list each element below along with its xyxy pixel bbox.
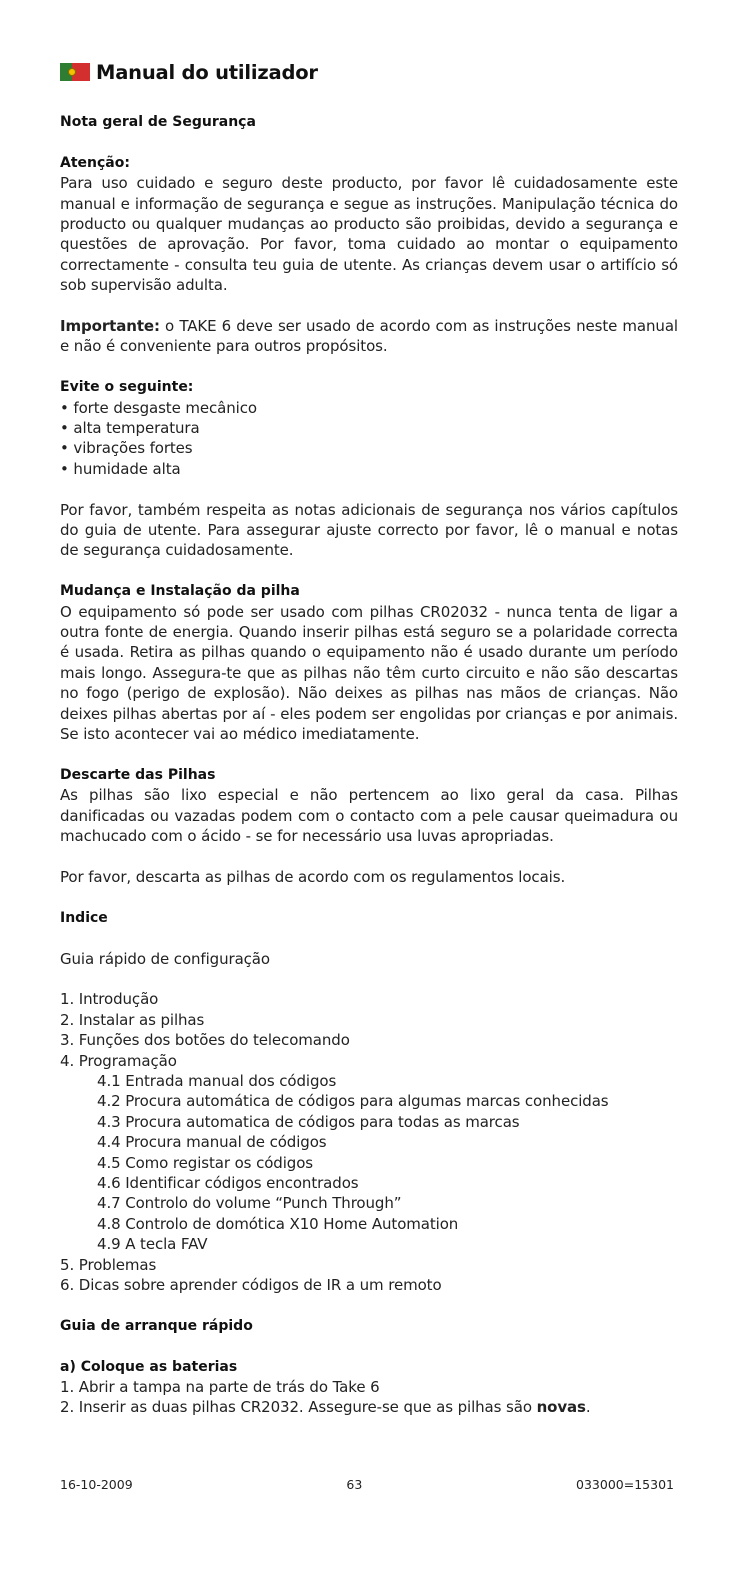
- battery-heading: Mudança e Instalação da pilha: [60, 583, 300, 600]
- index-subitem: 4.1 Entrada manual dos códigos: [97, 1071, 337, 1090]
- index-item: 5. Problemas: [60, 1255, 157, 1274]
- index-subitem: 4.4 Procura manual de códigos: [97, 1133, 327, 1152]
- safety-heading: Nota geral de Segurança: [60, 114, 256, 130]
- batteries-subheading: a) Coloque as baterias: [60, 1358, 238, 1375]
- disposal-note: Por favor, descarta as pilhas de acordo com os regulamentos locais.: [60, 867, 566, 886]
- page-footer: [60, 1477, 674, 1492]
- index-subitem: 4.8 Controlo de domótica X10 Home Automation: [97, 1214, 459, 1233]
- avoid-heading: Evite o seguinte:: [60, 379, 194, 396]
- index-item: 6. Dicas sobre aprender códigos de IR a um remoto: [60, 1276, 442, 1294]
- attention-heading: Atenção:: [60, 154, 130, 171]
- battery-paragraph: O equipamento só pode ser usado com pilhas CR02032 - nunca tenta de ligar a outra fonte de energia. Quando inserir pilhas está seguro se a polaridade correcta é usada. Retira as pilhas quando o equipamento não é usado durante um período mais longo. Assegura-te que as pilhas não têm curto circuito e não são descartas no fogo (perigo de explosão). Não deixes as pilhas nas mãos de crianças. Não deixes pilhas abertas por aí - eles podem ser engolidas por crianças e por animais. Se isto acontecer vai ao médico imediatamente.: [60, 602, 678, 744]
- attention-paragraph: Para uso cuidado e seguro deste producto, por favor lê cuidadosamente este manual e informação de segurança e segue as instruções. Manipulação técnica do producto ou qualquer mudanças ao producto são proibidas, devido a segurança e questões de aprovação. Por favor, toma cuidado ao montar o equipamento correctamente - consulta teu guia de utente. As crianças devem usar o artifício só sob supervisão adulta.: [60, 174, 678, 295]
- footer-code: 033000=15301: [576, 1477, 674, 1492]
- index-item: 2. Instalar as pilhas: [60, 1010, 205, 1029]
- list-item: • forte desgaste mecânico: [60, 398, 257, 417]
- index-subitem: 4.9 A tecla FAV: [97, 1235, 208, 1254]
- index-item: 4. Programação: [60, 1051, 177, 1070]
- index-subitem: 4.2 Procura automática de códigos para algumas marcas conhecidas: [97, 1092, 609, 1111]
- notes-paragraph: Por favor, também respeita as notas adicionais de segurança nos vários capítulos do guia de utente. Para assegurar ajuste correcto por favor, lê o manual e notas de segurança cuidadosamente.: [60, 500, 678, 560]
- quick-guide-link: Guia rápido de configuração: [60, 949, 270, 968]
- document-page: [60, 58, 678, 1418]
- important-label: Importante:: [60, 317, 160, 336]
- footer-date: 16-10-2009: [60, 1477, 133, 1492]
- step2-bold: novas: [536, 1398, 586, 1417]
- index-subitem: 4.3 Procura automatica de códigos para todas as marcas: [97, 1112, 520, 1131]
- index-heading: Indice: [60, 909, 108, 926]
- index-subitem: 4.6 Identificar códigos encontrados: [97, 1173, 359, 1192]
- index-item: 3. Funções dos botões do telecomando: [60, 1031, 350, 1050]
- list-item: • alta temperatura: [60, 419, 200, 438]
- quick-start-heading: Guia de arranque rápido: [60, 1317, 253, 1334]
- portugal-flag-icon: [60, 63, 90, 81]
- important-text: o TAKE 6 deve ser usado de acordo com as instruções neste manual e não é conveniente para outros propósitos.: [60, 317, 678, 356]
- list-item: • vibrações fortes: [60, 439, 193, 458]
- step-item: 1. Abrir a tampa na parte de trás do Take 6: [60, 1378, 380, 1396]
- title-row: [60, 58, 678, 86]
- index-item: 1. Introdução: [60, 990, 159, 1009]
- step-item: [60, 1397, 678, 1417]
- step2-suffix: .: [585, 1398, 591, 1417]
- disposal-paragraph: As pilhas são lixo especial e não pertencem ao lixo geral da casa. Pilhas danificadas ou vazadas podem com o contacto com a pele causar queimadura ou machucado com o ácido - se for necessário usa luvas apropriadas.: [60, 786, 678, 846]
- footer-page-number: 63: [346, 1477, 363, 1492]
- index-subitem: 4.7 Controlo do volume “Punch Through”: [97, 1194, 402, 1213]
- important-paragraph: [60, 316, 678, 357]
- page-title: Manual do utilizador: [96, 60, 318, 84]
- disposal-heading: Descarte das Pilhas: [60, 766, 216, 783]
- step2-text: 2. Inserir as duas pilhas CR2032. Assegure-se que as pilhas são: [60, 1398, 537, 1417]
- list-item: • humidade alta: [60, 459, 181, 478]
- index-subitem: 4.5 Como registar os códigos: [97, 1153, 313, 1172]
